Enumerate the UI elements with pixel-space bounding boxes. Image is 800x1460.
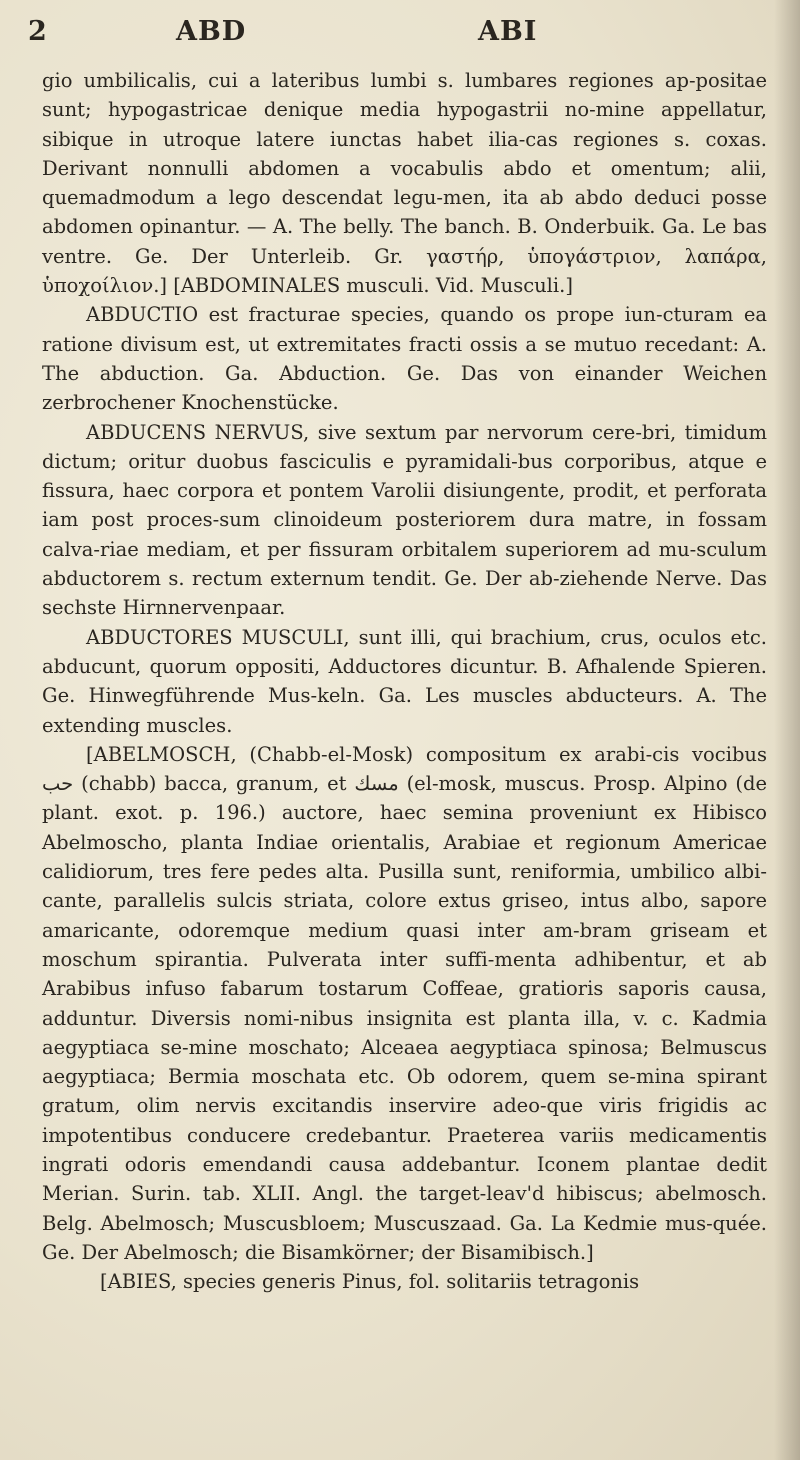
page-edge-shadow [774, 0, 800, 1460]
entry-abducens-nervus: ABDUCENS NERVUS, sive sextum par nervorum cere-bri, timidum dictum; oritur duobus fasciculis e pyramidali-bus corporibus, atque e fissura, haec corpora et pontem Varolii disiungente, prodit, et perforata iam post proces-sum clinoideum posteriorem dura matre, in fossam calva-riae mediam, et per fissuram orbitalem superiorem ad mu-sculum abductorem s. rectum externum tendit. Ge. Der ab-ziehende Nerve. Das sechste Hirnnervenpaar. [42, 420, 767, 620]
page-number: 2 [28, 16, 48, 47]
running-header [28, 16, 748, 56]
entry-abductores-musculi: ABDUCTORES MUSCULI, sunt illi, qui brachium, crus, oculos etc. abducunt, quorum oppositi, Adductores dicuntur. B. Afhalende Spieren. Ge. Hinwegführende Mus-keln. Ga. Les muscles abducteurs. A. The extending muscles. [42, 625, 767, 737]
entry-abelmosch: [ABELMOSCH, (Chabb-el-Mosk) compositum ex arabi-cis vocibus حب (chabb) bacca, granum, et مسك (el-mosk, muscus. Prosp. Alpino (de plant. exot. p. 196.) auctore, haec semina proveniunt ex Hibisco Abelmoscho, planta Indiae orientalis, Arabiae et regionum Americae calidiorum, tres fere pedes alta. Pusilla sunt, reniformia, umbilico albi-cante, parallelis sulcis striata, colore extus griseo, intus albo, sapore amaricante, odoremque medium quasi inter am-bram griseam et moschum spirantia. Pulverata inter suffi-menta adhibentur, et ab Arabibus infuso fabarum tostarum Coffeae, gratioris saporis causa, adduntur. Diversis nomi-nibus insignita est planta illa, v. c. Kadmia aegyptiaca se-mine moschato; Alceaea aegyptiaca spinosa; Belmuscus aegyptiaca; Bermia moschata etc. Ob odorem, quem se-mina spirant gratum, olim nervis excitandis inservire adeo-que viris frigidis ac impotentibus conducere credebantur. Praeterea variis medicamentis ingrati odoris emendandi causa addebantur. Iconem plantae dedit Merian. Surin. tab. XLII. Angl. the target-leav'd hibiscus; abelmosch. Belg. Abelmosch; Muscusbloem; Muscuszaad. Ga. La Kedmie mus-quée. Ge. Der Abelmosch; die Bisamkörner; der Bisamibisch.] [42, 742, 767, 1264]
entry-abductio: ABDUCTIO est fracturae species, quando os prope iun-cturam ea ratione divisum est, ut extremitates fracti ossis a se mutuo recedant: A. The abduction. Ga. Abduction. Ge. Das von einander Weichen zerbrochener Knochenstücke. [42, 303, 767, 415]
right-guide-word: ABI [478, 16, 538, 47]
body-text [42, 66, 767, 1296]
entry-abies: [ABIES, species generis Pinus, fol. solitariis tetragonis [100, 1270, 640, 1294]
left-guide-word: ABD [176, 16, 247, 47]
paragraph-umbilicalis-continuation: gio umbilicalis, cui a lateribus lumbi s. lumbares regiones ap-positae sunt; hypogastricae denique media hypogastrii no-mine appellatur, sibique in utroque latere iunctas habet ilia-cas regiones s. coxas. Derivant nonnulli abdomen a vocabulis abdo et omentum; alii, quemadmodum a lego descendat legu-men, ita ab abdo deduci posse abdomen opinantur. — A. The belly. The banch. B. Onderbuik. Ga. Le bas ventre. Ge. Der Unterleib. Gr. γαστήρ, ὑπογάστριον, λαπάρα, ὑποχοίλιον.] [ABDOMINALES musculi. Vid. Musculi.] [42, 69, 767, 298]
